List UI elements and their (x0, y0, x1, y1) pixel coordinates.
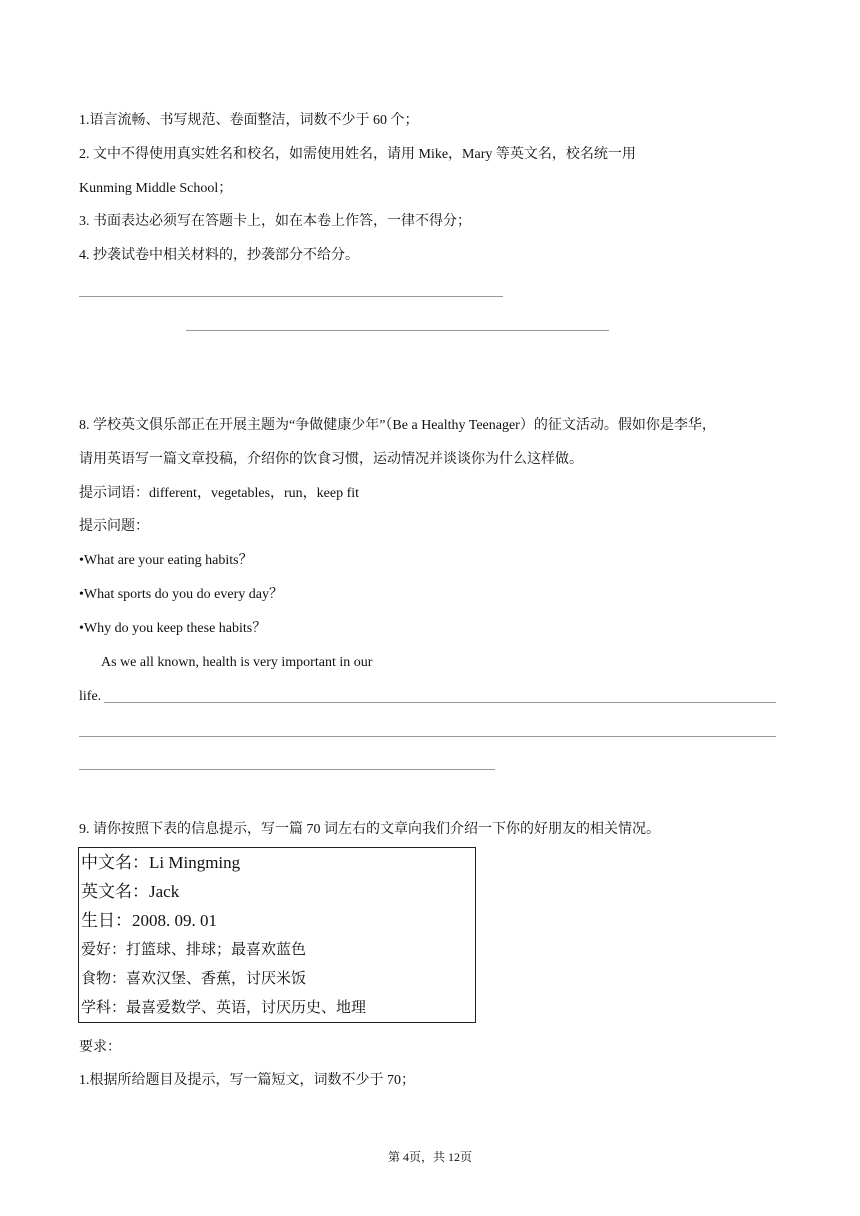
requirement-2-line-1: 2. 文中不得使用真实姓名和校名，如需使用姓名，请用 Mike，Mary 等英文名，校名统一用 (79, 147, 636, 162)
answer-line (186, 330, 609, 331)
q8-prompt-line-2: 请用英语写一篇文章投稿，介绍你的饮食习惯，运动情况并谈谈你为什么这样做。 (79, 452, 583, 467)
q8-prompt-line-1: 8. 学校英文俱乐部正在开展主题为“争做健康少年”（Be a Healthy Teenager）的征文活动。假如你是李华， (79, 418, 716, 433)
q8-hint-questions-label: 提示问题： (79, 519, 149, 534)
requirement-2-line-2: Kunming Middle School； (79, 181, 233, 196)
table-row: 英文名：Jack (81, 881, 180, 901)
q8-start-sentence: As we all known, health is very important in our (101, 655, 373, 670)
q9-prompt: 9. 请你按照下表的信息提示，写一篇 70 词左右的文章向我们介绍一下你的好朋友的相关情况。 (79, 822, 660, 837)
q8-question-2: •What sports do you do every day？ (79, 587, 283, 602)
answer-line (104, 702, 776, 703)
table-row: 生日：2008. 09. 01 (81, 910, 217, 930)
answer-line (79, 769, 495, 770)
requirement-4: 4. 抄袭试卷中相关材料的，抄袭部分不给分。 (79, 248, 359, 263)
q8-start-sentence-cont: life. (79, 689, 102, 704)
q9-requirements-label: 要求： (79, 1040, 121, 1055)
q9-requirement-1: 1.根据所给题目及提示，写一篇短文，词数不少于 70； (79, 1073, 415, 1088)
answer-line (79, 296, 503, 297)
page-number: 第 4页，共 12页 (387, 1150, 472, 1164)
q8-question-1: •What are your eating habits？ (79, 553, 253, 568)
answer-line (79, 736, 776, 737)
q8-question-3: •Why do you keep these habits？ (79, 621, 267, 636)
table-row: 中文名：Li Mingming (81, 852, 241, 872)
table-row: 爱好：打篮球、排球；最喜欢蓝色 (81, 941, 307, 958)
friend-info-table (78, 847, 476, 1023)
requirement-1: 1.语言流畅、书写规范、卷面整洁，词数不少于 60 个； (79, 113, 419, 128)
table-row: 食物：喜欢汉堡、香蕉，讨厌米饭 (81, 970, 307, 987)
requirement-3: 3. 书面表达必须写在答题卡上，如在本卷上作答，一律不得分； (79, 214, 471, 229)
table-row: 学科：最喜爱数学、英语，讨厌历史、地理 (81, 999, 367, 1016)
q8-hint-words: 提示词语：different，vegetables，run，keep fit (79, 486, 360, 501)
